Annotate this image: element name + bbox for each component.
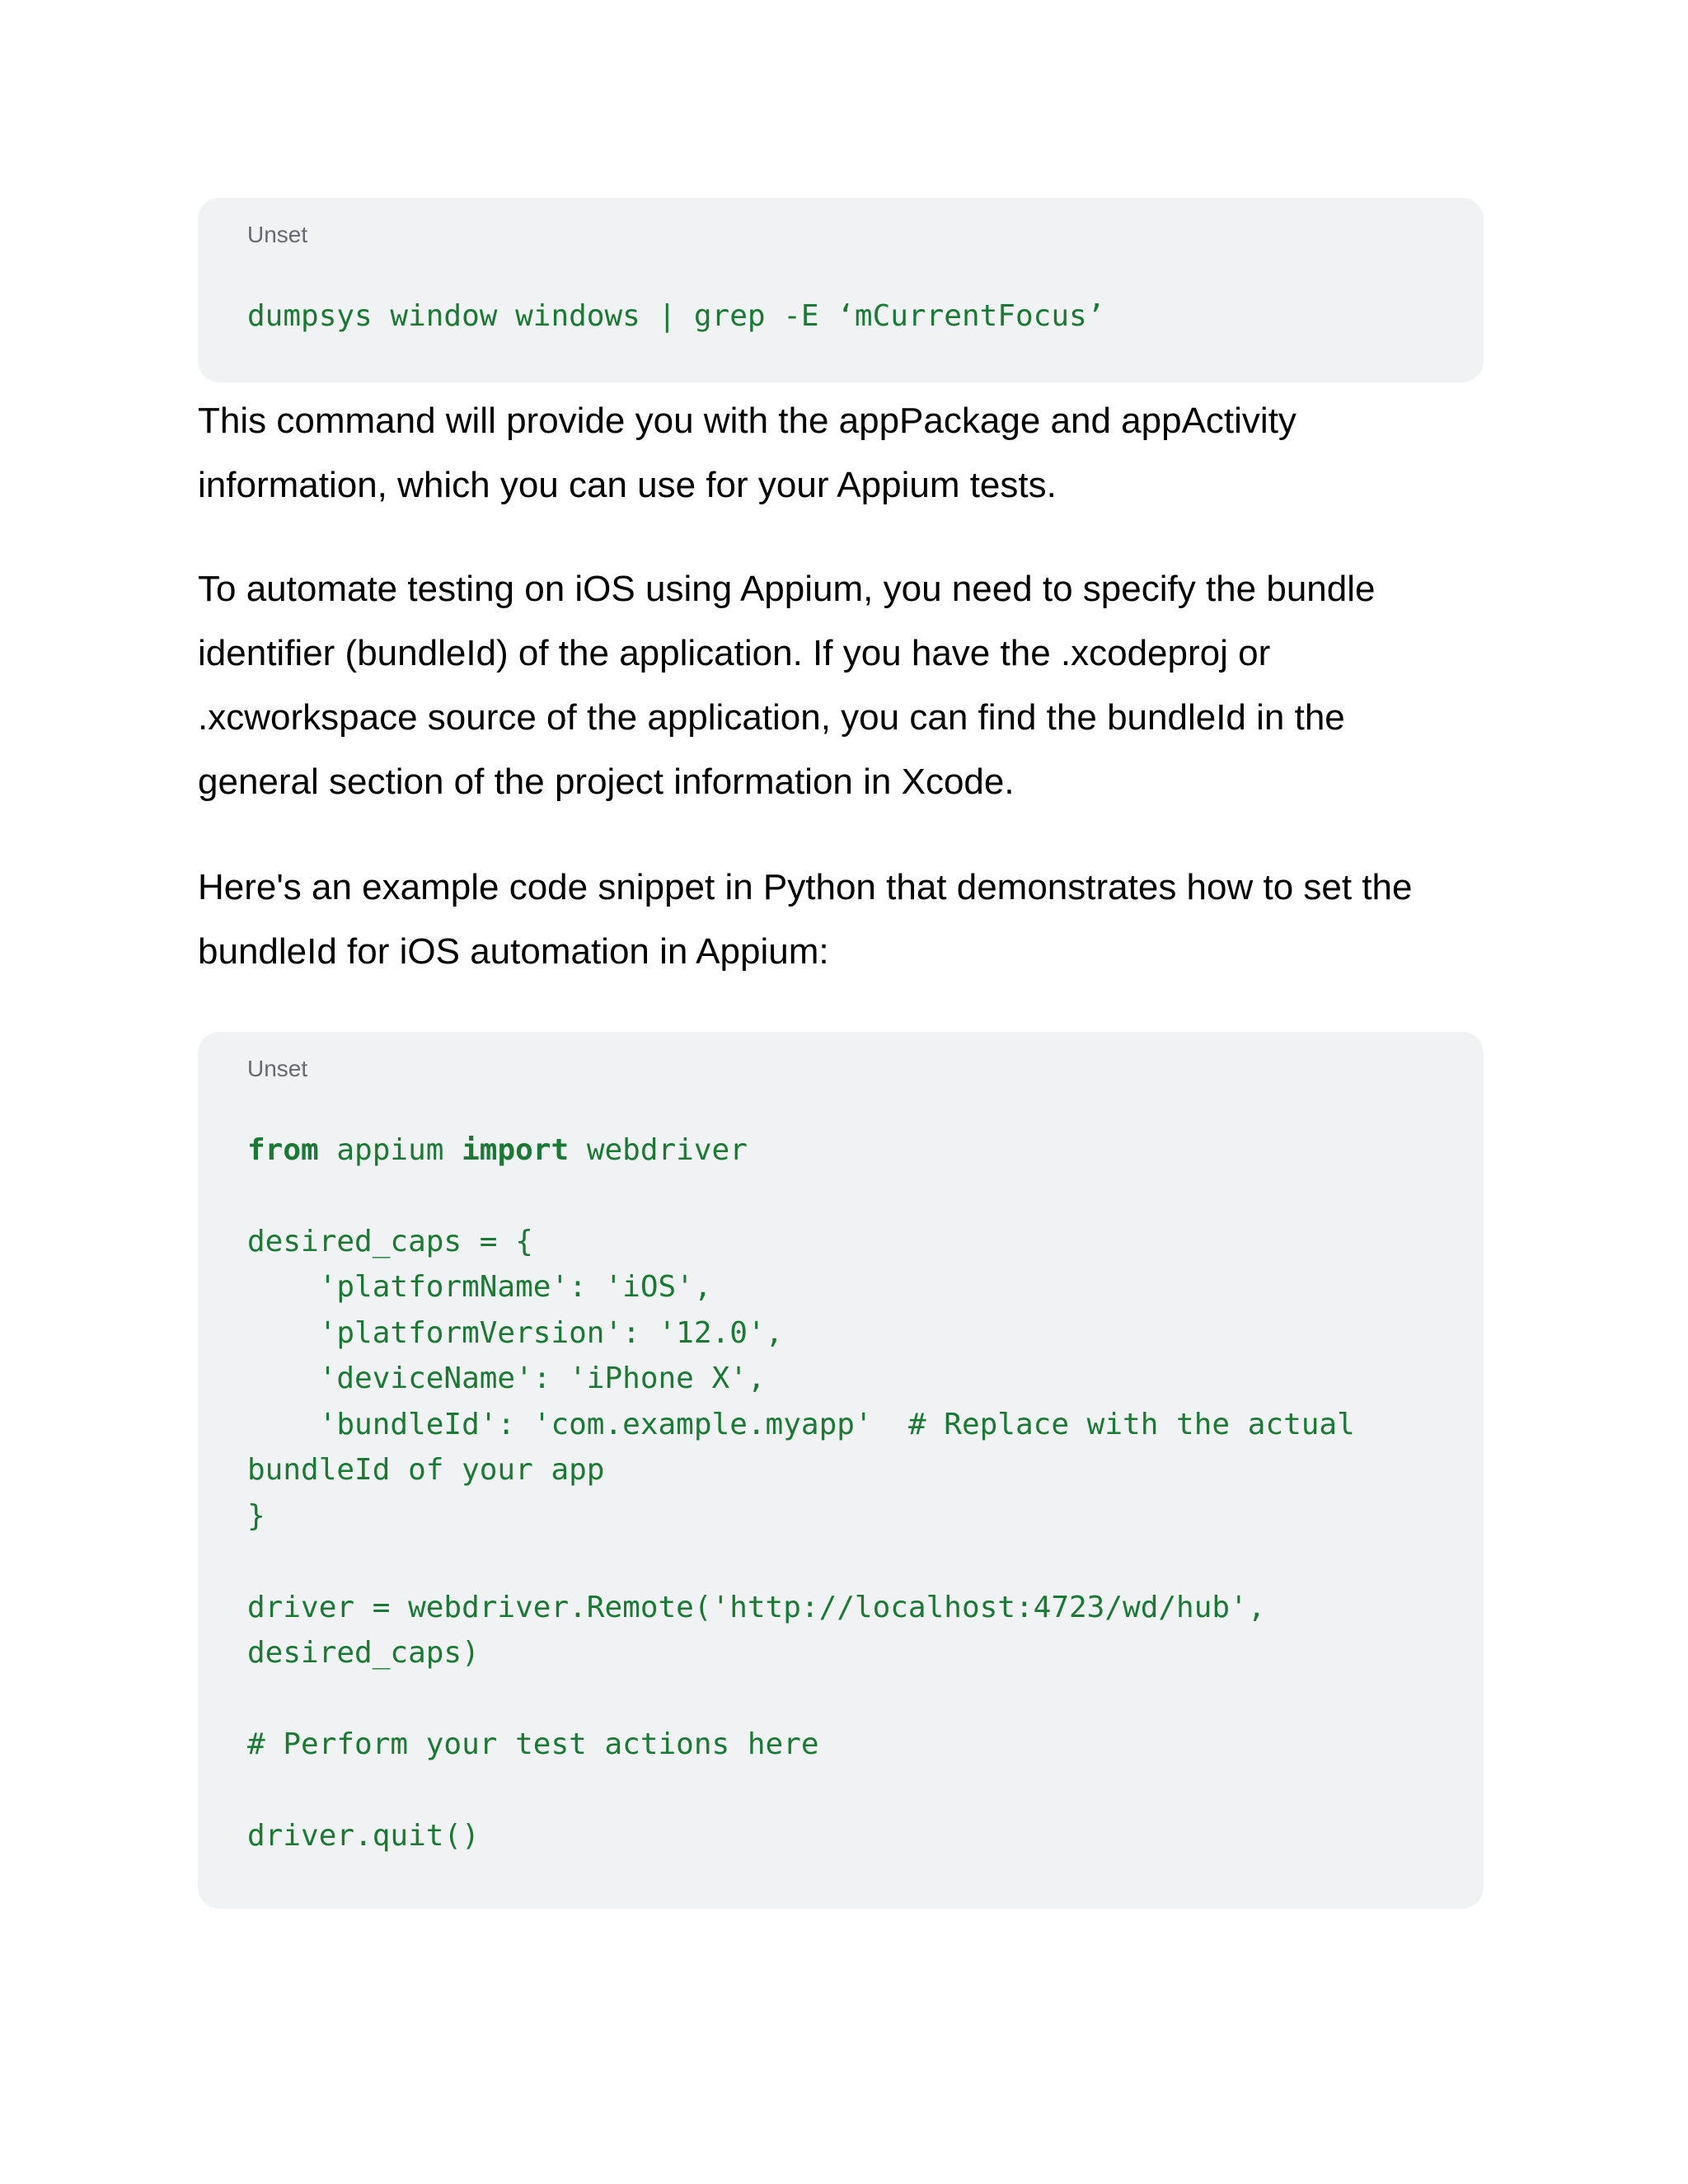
code-line: 'deviceName': 'iPhone X', xyxy=(247,1361,766,1395)
code-block-python-example xyxy=(198,1032,1484,1909)
paragraph-line: general section of the project information in Xcode. xyxy=(198,761,1015,802)
code-content xyxy=(247,293,1434,340)
paragraph-line: This command will provide you with the appPackage and appActivity xyxy=(198,400,1296,441)
code-content xyxy=(247,1127,1434,1859)
paragraph-python-example-intro xyxy=(198,855,1484,984)
code-line: } xyxy=(247,1498,265,1533)
paragraph-app-package-info xyxy=(198,389,1484,518)
code-line: 'platformVersion': '12.0', xyxy=(247,1315,784,1350)
code-keyword-import: import xyxy=(462,1132,570,1167)
code-line: # Perform your test actions here xyxy=(247,1727,819,1761)
code-language-label: Unset xyxy=(247,222,308,247)
code-line: bundleId of your app xyxy=(247,1453,605,1487)
code-token: appium xyxy=(318,1132,462,1167)
code-line: desired_caps) xyxy=(247,1636,480,1670)
code-line: 'platformName': 'iOS', xyxy=(247,1270,712,1304)
code-token: webdriver xyxy=(569,1132,748,1167)
code-line: desired_caps = { xyxy=(247,1224,533,1258)
code-line: dumpsys window windows | grep -E ‘mCurrentFocus’ xyxy=(247,299,1105,333)
paragraph-line: information, which you can use for your Appium tests. xyxy=(198,464,1057,505)
document-page xyxy=(198,198,1484,1909)
paragraph-line: .xcworkspace source of the application, you can find the bundleId in the xyxy=(198,696,1345,738)
paragraph-line: bundleId for iOS automation in Appium: xyxy=(198,930,829,972)
paragraph-ios-bundle-id xyxy=(198,557,1484,814)
code-line: driver = webdriver.Remote('http://localhost:4723/wd/hub', xyxy=(247,1590,1266,1624)
code-line: 'bundleId': 'com.example.myapp' # Replace with the actual xyxy=(247,1407,1355,1441)
code-language-label: Unset xyxy=(247,1055,308,1081)
code-line: driver.quit() xyxy=(247,1819,480,1853)
code-block-adb-command xyxy=(198,198,1484,382)
code-keyword-from: from xyxy=(247,1132,319,1167)
paragraph-line: identifier (bundleId) of the application. If you have the .xcodeproj or xyxy=(198,632,1271,673)
paragraph-line: Here's an example code snippet in Python that demonstrates how to set the xyxy=(198,866,1413,907)
paragraph-line: To automate testing on iOS using Appium, you need to specify the bundle xyxy=(198,568,1376,609)
